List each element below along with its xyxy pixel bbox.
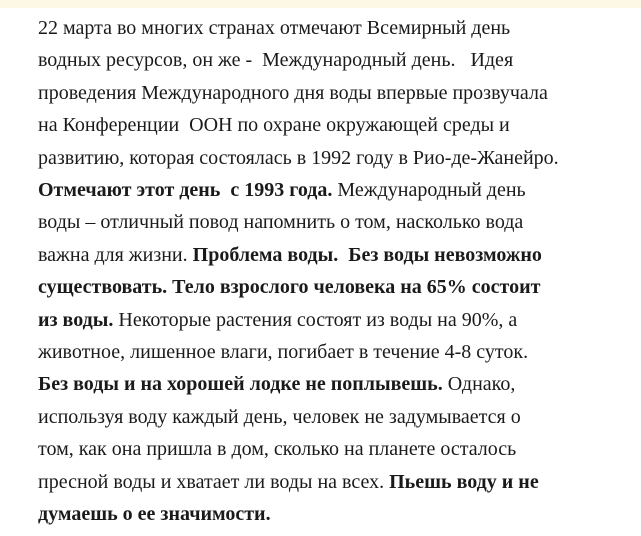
top-strip (0, 0, 641, 8)
text-run: 22 марта во многих странах отмечают Всемирный день (38, 17, 511, 39)
text-run: Некоторые растения состоят из воды на 90%, а (113, 308, 518, 331)
bold-text-run: из воды. (38, 308, 114, 331)
bold-text-run: Без воды и на хорошей лодке не поплывешь. (38, 373, 443, 396)
text-line (38, 304, 634, 336)
text-line (38, 433, 634, 465)
text-run: проведения Международного дня воды впервые прозвучала (38, 81, 548, 104)
text-run: пресной воды и хватает ли воды на всех. (38, 470, 390, 493)
text-run: том, как она пришла в дом, сколько на планете осталось (38, 438, 517, 461)
text-line (38, 466, 634, 498)
text-line (38, 401, 634, 433)
bold-text-run: Пьешь воду и не (389, 470, 539, 493)
text-run: Однако, (442, 373, 516, 396)
text-run: используя воду каждый день, человек не задумывается о (38, 405, 521, 428)
text-line (38, 498, 634, 530)
text-line (38, 109, 634, 141)
text-line (38, 368, 634, 400)
text-line (38, 206, 634, 238)
text-run: на Конференции ООН по охране окружающей среды и (38, 114, 510, 137)
text-run: воды – отличный повод напомнить о том, насколько вода (38, 211, 524, 234)
text-line (38, 142, 634, 174)
document-body (38, 12, 634, 531)
text-line (38, 336, 634, 368)
bold-text-run: думаешь о ее значимости. (38, 503, 271, 526)
text-line (38, 239, 634, 271)
text-line (38, 77, 634, 109)
text-line (38, 44, 634, 76)
text-run: водных ресурсов, он же - Международный день. Идея (38, 49, 514, 72)
text-run: важна для жизни. (38, 243, 193, 266)
text-line (38, 271, 634, 303)
text-run: развитию, которая состоялась в 1992 году в Рио-де-Жанейро. (38, 146, 559, 169)
bold-text-run: Проблема воды. Без воды невозможно (192, 243, 542, 266)
text-run: Международный день (332, 179, 526, 202)
text-line (38, 12, 634, 44)
text-run: животное, лишенное влаги, погибает в течение 4-8 суток. (38, 341, 529, 364)
bold-text-run: существовать. Тело взрослого человека на 65% состоит (38, 276, 541, 299)
text-line (38, 174, 634, 206)
bold-text-run: Отмечают этот день с 1993 года. (38, 179, 333, 202)
